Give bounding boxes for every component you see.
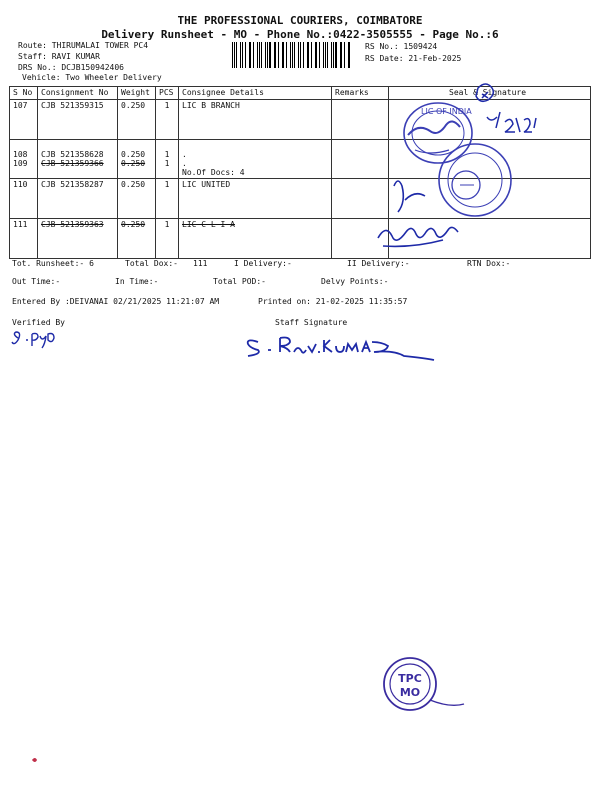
handwritten-date bbox=[476, 84, 536, 132]
lic-stamp-text: LIC OF INDIA bbox=[421, 107, 472, 116]
row-consignee: LIC B BRANCH bbox=[182, 101, 240, 110]
in-time-label: In Time:- bbox=[115, 277, 159, 286]
col-header-consignee: Consignee Details bbox=[179, 87, 332, 100]
route-field: Route: THIRUMALAI TOWER PC4 bbox=[18, 41, 149, 50]
drs-field: DRS No.: DCJB150942406 bbox=[18, 63, 124, 72]
row-pcs: 1 bbox=[164, 220, 170, 229]
row-consignment: CJB 521359366 bbox=[41, 159, 104, 168]
rs-date-field: RS Date: 21-Feb-2025 bbox=[365, 54, 462, 63]
row-pcs: 1 bbox=[164, 159, 170, 168]
col-header-pcs: PCS bbox=[156, 87, 179, 100]
col-header-remarks: Remarks bbox=[332, 87, 389, 100]
tpc-stamp-line2: MO bbox=[399, 686, 421, 699]
row-pcs: 1 bbox=[164, 150, 170, 159]
row-sno: 111 bbox=[13, 220, 28, 229]
row-consignee: . bbox=[182, 159, 187, 168]
row-weight: 0.250 bbox=[121, 150, 146, 159]
row-consignment: CJB 521358628 bbox=[41, 150, 104, 159]
row-sno: 108 bbox=[13, 150, 28, 159]
delivery-points-label: Delvy Points:- bbox=[321, 277, 389, 286]
row-weight: 0.250 bbox=[121, 180, 146, 189]
row-weight: 0.250 bbox=[121, 159, 146, 168]
total-dox-value: 111 bbox=[193, 259, 208, 268]
out-time-label: Out Time:- bbox=[12, 277, 61, 286]
total-runsheet: Tot. Runsheet:- 6 bbox=[12, 259, 94, 268]
staff-signature-label: Staff Signature bbox=[275, 318, 348, 327]
ink-stain-mark bbox=[32, 758, 37, 762]
docs-count-note: No.Of Docs: 4 bbox=[182, 168, 245, 177]
staff-signature bbox=[248, 338, 434, 361]
col-header-seal: Seal & Signature bbox=[389, 87, 591, 100]
second-delivery-label: II Delivery:- bbox=[347, 259, 410, 268]
runsheet-title: THE PROFESSIONAL COURIERS, COIMBATORE bbox=[177, 14, 423, 27]
total-pod-label: Total POD:- bbox=[213, 277, 266, 286]
row-consignee: . bbox=[182, 150, 187, 159]
vehicle-field: Vehicle: Two Wheeler Delivery bbox=[22, 73, 162, 82]
first-delivery-label: I Delivery:- bbox=[234, 259, 292, 268]
dated-stamp bbox=[439, 144, 511, 216]
row-weight: 0.250 bbox=[121, 101, 146, 110]
row-consignment: CJB 521359363 bbox=[41, 220, 104, 229]
row-sno: 107 bbox=[13, 101, 28, 110]
col-header-weight: Weight bbox=[118, 87, 156, 100]
row-consignment: CJB 521358287 bbox=[41, 180, 104, 189]
entered-by: Entered By :DEIVANAI 02/21/2025 11:21:07 AM bbox=[12, 297, 220, 306]
staff-field: Staff: RAVI KUMAR bbox=[18, 52, 100, 61]
tpc-stamp-line1: TPC bbox=[398, 672, 422, 685]
row-consignee: LIC UNITED bbox=[182, 180, 231, 189]
col-header-sno: S No bbox=[10, 87, 38, 100]
receiver-signature bbox=[378, 181, 458, 246]
col-header-consignment: Consignment No bbox=[38, 87, 118, 100]
row-pcs: 1 bbox=[164, 180, 170, 189]
printed-on: Printed on: 21-02-2025 11:35:57 bbox=[258, 297, 408, 306]
runsheet-subtitle: Delivery Runsheet - MO - Phone No.:0422-3505555 - Page No.:6 bbox=[101, 28, 499, 41]
row-sno: 109 bbox=[13, 159, 28, 168]
rs-number-field: RS No.: 1509424 bbox=[365, 42, 438, 51]
rtn-dox-label: RTN Dox:- bbox=[467, 259, 511, 268]
row-weight: 0.250 bbox=[121, 220, 146, 229]
row-sno: 110 bbox=[13, 180, 28, 189]
row-pcs: 1 bbox=[164, 101, 170, 110]
row-consignee: LIC C L I A bbox=[182, 220, 235, 229]
verified-by-label: Verified By bbox=[12, 318, 65, 327]
verifier-signature bbox=[12, 332, 54, 348]
row-consignment: CJB 521359315 bbox=[41, 101, 104, 110]
tpc-stamp bbox=[384, 658, 464, 710]
total-dox-label: Total Dox:- bbox=[125, 259, 178, 268]
